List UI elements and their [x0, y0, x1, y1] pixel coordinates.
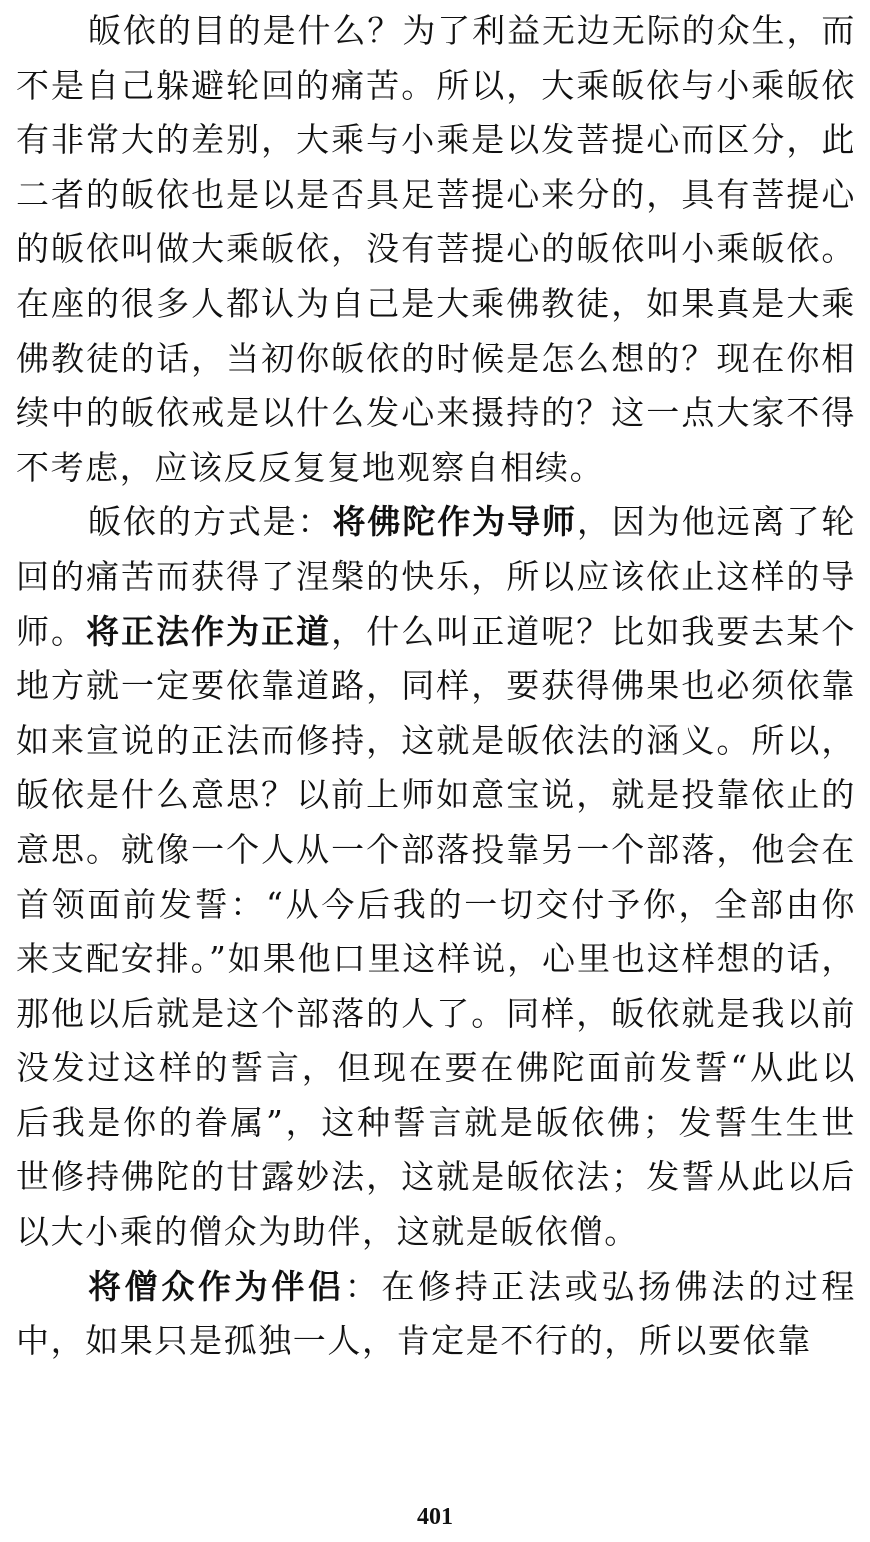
body-text	[16, 4, 856, 1369]
paragraph-purpose-of-refuge	[16, 4, 856, 495]
paragraph-text: ，因为他远离了轮回的痛苦而获得了涅槃的快乐，所以应该依止这样的导师。	[16, 502, 856, 651]
paragraph-text: 皈依的方式是：	[88, 502, 333, 542]
paragraph-sangha-as-companions	[16, 1260, 856, 1369]
paragraph-text: 皈依的目的是什么？为了利益无边无际的众生，而不是自己躲避轮回的痛苦。所以，大乘皈依与小乘皈依有非常大的差别，大乘与小乘是以发菩提心而区分，此二者的皈依也是以是否具足菩提心来分的，具有菩提心的皈依叫做大乘皈依，没有菩提心的皈依叫小乘皈依。在座的很多人都认为自己是大乘佛教徒，如果真是大乘佛教徒的话，当初你皈依的时候是怎么想的？现在你相续中的皈依戒是以什么发心来摄持的？这一点大家不得不考虑，应该反反复复地观察自相续。	[16, 11, 856, 487]
paragraph-text: ，什么叫正道呢？比如我要去某个地方就一定要依靠道路，同样，要获得佛果也必须依靠如来宣说的正法而修持，这就是皈依法的涵义。所以，皈依是什么意思？以前上师如意宝说，就是投靠依止的意思。就像一个人从一个部落投靠另一个部落，他会在首领面前发誓：“从今后我的一切交付予你，全部由你来支配安排。”如果他口里这样说，心里也这样想的话，那他以后就是这个部落的人了。同样，皈依就是我以前没发过这样的誓言，但现在要在佛陀面前发誓“从此以后我是你的眷属”，这种誓言就是皈依佛；发誓生生世世修持佛陀的甘露妙法，这就是皈依法；发誓从此以后以大小乘的僧众为助伴，这就是皈依僧。	[16, 611, 857, 1252]
paragraph-method-of-refuge	[16, 495, 856, 1259]
bold-phrase-sangha-as-companions: 将僧众作为伴侣	[88, 1266, 345, 1306]
bold-phrase-dharma-as-path: 将正法作为正道	[86, 611, 332, 651]
bold-phrase-buddha-as-teacher: 将佛陀作为导师	[332, 502, 577, 542]
paragraph-text: ：在修持正法或弘扬佛法的过程中，如果只是孤独一人，肯定是不行的，所以要依靠	[16, 1266, 856, 1361]
page-number: 401	[417, 1504, 453, 1530]
